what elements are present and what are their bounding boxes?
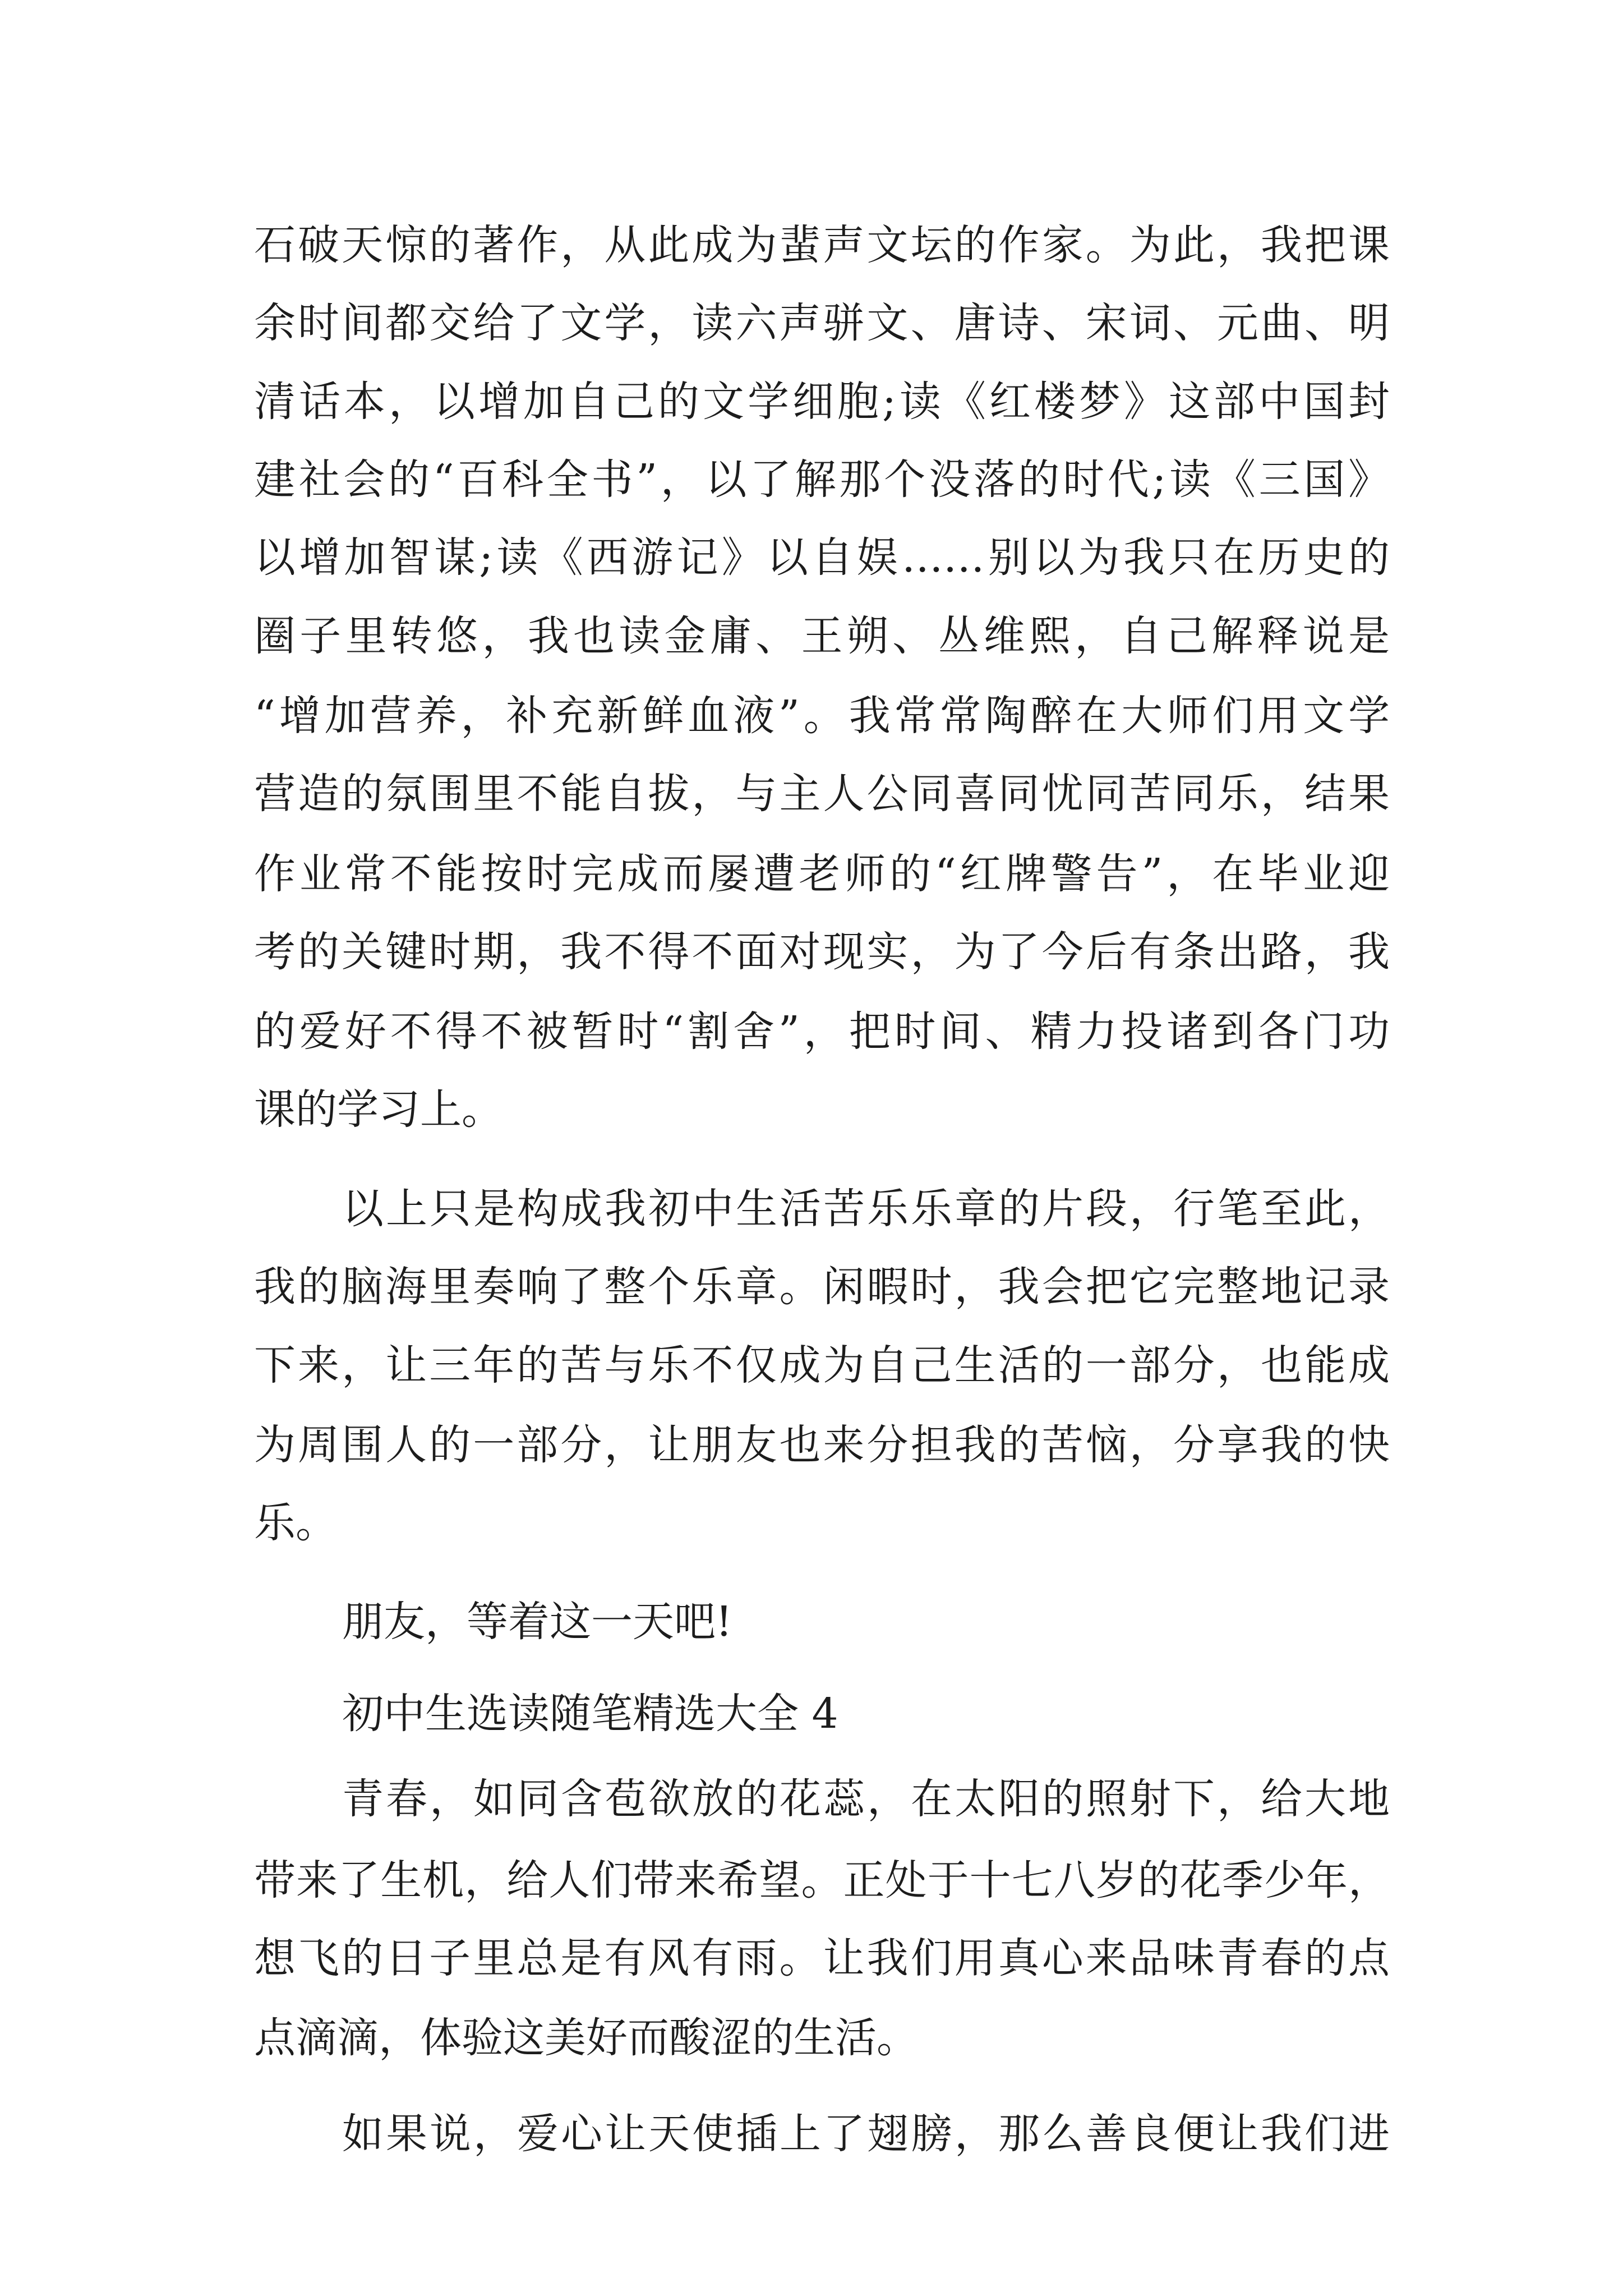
text-line: 如果说，爱心让天使插上了翅膀，那么善良便让我们进: [342, 2110, 1390, 2158]
text-line: 以增加智谋;读《西游记》以自娱……别以为我只在历史的: [254, 533, 1390, 582]
section-title: 初中生选读随笔精选大全 4: [342, 1690, 838, 1738]
text-line: 的爱好不得不被暂时“割舍”，把时间、精力投诸到各门功: [254, 1007, 1390, 1056]
text-line: 想飞的日子里总是有风有雨。让我们用真心来品味青春的点: [254, 1934, 1390, 1982]
text-line: 建社会的“百科全书”，以了解那个没落的时代;读《三国》: [254, 455, 1390, 504]
text-line: 青春，如同含苞欲放的花蕊，在太阳的照射下，给大地: [342, 1775, 1390, 1823]
text-line: 余时间都交给了文学，读六声骈文、唐诗、宋词、元曲、明: [254, 299, 1390, 347]
text-line: 清话本，以增加自己的文学细胞;读《红楼梦》这部中国封: [254, 378, 1390, 426]
text-line: 下来，让三年的苦与乐不仅成为自己生活的一部分，也能成: [254, 1341, 1390, 1389]
text-line: 我的脑海里奏响了整个乐章。闲暇时，我会把它完整地记录: [254, 1263, 1390, 1311]
text-line: 带来了生机，给人们带来希望。正处于十七八岁的花季少年，: [254, 1856, 1390, 1904]
text-line: 为周围人的一部分，让朋友也来分担我的苦恼，分享我的快: [254, 1421, 1390, 1469]
text-line: 以上只是构成我初中生活苦乐乐章的片段，行笔至此，: [342, 1185, 1390, 1233]
text-line: 课的学习上。: [254, 1085, 503, 1134]
text-line: 乐。: [254, 1499, 337, 1547]
text-line: 考的关键时期，我不得不面对现实，为了今后有条出路，我: [254, 928, 1390, 976]
text-line: 营造的氛围里不能自拔，与主人公同喜同忧同苦同乐，结果: [254, 770, 1390, 818]
text-line: 点滴滴，体验这美好而酸涩的生活。: [254, 2014, 918, 2062]
text-line: 作业常不能按时完成而屡遭老师的“红牌警告”，在毕业迎: [254, 850, 1390, 898]
text-line: “增加营养，补充新鲜血液”。我常常陶醉在大师们用文学: [254, 692, 1390, 740]
text-line: 圈子里转悠，我也读金庸、王朔、丛维熙，自己解释说是: [254, 612, 1390, 660]
text-line: 朋友，等着这一天吧!: [342, 1598, 732, 1646]
text-line: 石破天惊的著作，从此成为蜚声文坛的作家。为此，我把课: [254, 221, 1390, 269]
